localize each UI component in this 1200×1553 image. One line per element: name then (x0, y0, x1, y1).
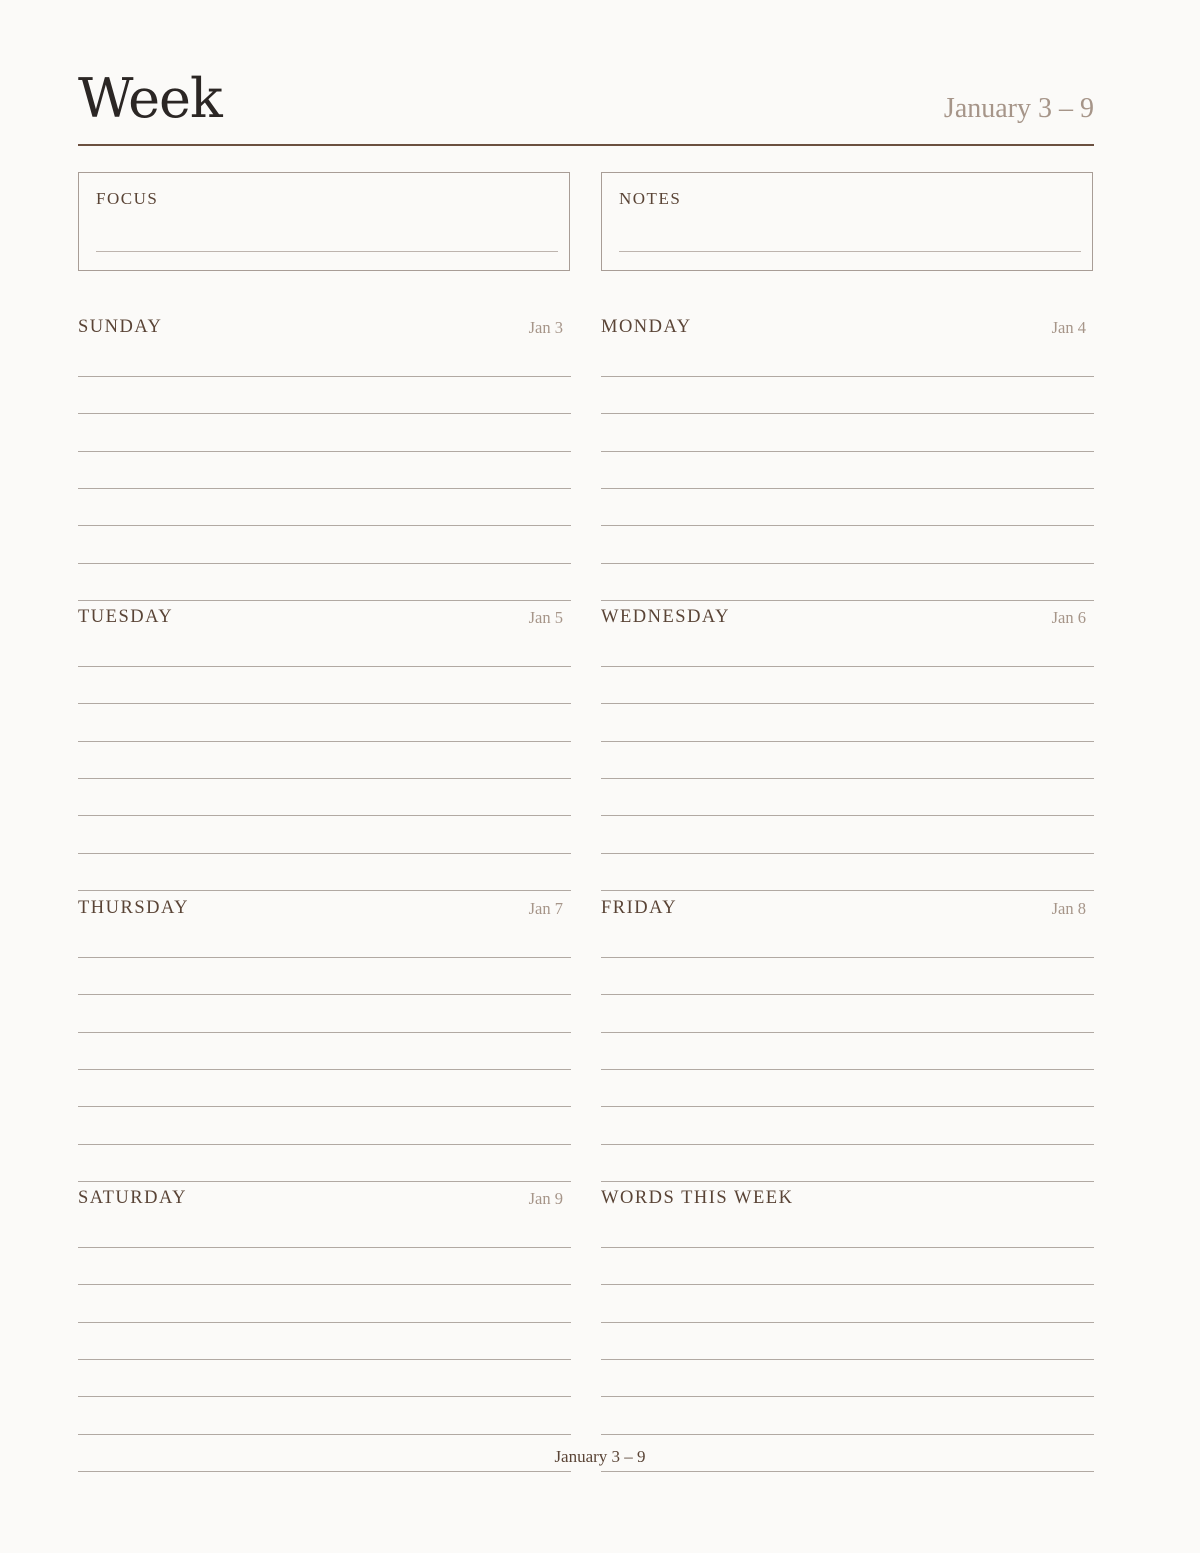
writing-line[interactable] (601, 957, 1094, 958)
day-name: THURSDAY (78, 898, 190, 918)
writing-line[interactable] (78, 1359, 571, 1360)
writing-line[interactable] (78, 451, 571, 452)
words-this-week-label: WORDS THIS WEEK (601, 1188, 794, 1208)
day-name: FRIDAY (601, 898, 678, 918)
writing-line[interactable] (78, 600, 571, 601)
writing-line[interactable] (78, 1247, 571, 1248)
writing-line[interactable] (601, 1396, 1094, 1397)
day-date: Jan 7 (528, 899, 563, 918)
writing-line[interactable] (601, 815, 1094, 816)
writing-line[interactable] (78, 413, 571, 414)
writing-line[interactable] (601, 1471, 1094, 1472)
notes-writing-line[interactable] (619, 251, 1081, 252)
writing-line[interactable] (601, 1069, 1094, 1070)
writing-line[interactable] (601, 1322, 1094, 1323)
writing-line[interactable] (601, 1032, 1094, 1033)
day-date: Jan 5 (528, 608, 563, 627)
writing-line[interactable] (601, 994, 1094, 995)
writing-line[interactable] (601, 413, 1094, 414)
page-title: Week (78, 67, 222, 130)
day-date: Jan 4 (1051, 318, 1086, 337)
day-name: TUESDAY (78, 607, 174, 627)
writing-line[interactable] (78, 890, 571, 891)
day-name: SATURDAY (78, 1188, 187, 1208)
writing-line[interactable] (601, 1144, 1094, 1145)
writing-line[interactable] (78, 1144, 571, 1145)
day-name: MONDAY (601, 317, 692, 337)
writing-line[interactable] (601, 1181, 1094, 1182)
writing-line[interactable] (78, 741, 571, 742)
writing-line[interactable] (78, 1471, 571, 1472)
writing-line[interactable] (78, 1396, 571, 1397)
writing-line[interactable] (78, 1106, 571, 1107)
writing-line[interactable] (601, 890, 1094, 891)
writing-line[interactable] (601, 853, 1094, 854)
writing-line[interactable] (601, 1359, 1094, 1360)
writing-line[interactable] (78, 525, 571, 526)
day-date: Jan 6 (1051, 608, 1086, 627)
day-name: SUNDAY (78, 317, 163, 337)
notes-label: NOTES (619, 189, 682, 208)
writing-line[interactable] (78, 1322, 571, 1323)
writing-line[interactable] (601, 666, 1094, 667)
writing-line[interactable] (78, 376, 571, 377)
writing-line[interactable] (601, 741, 1094, 742)
day-date: Jan 9 (528, 1189, 563, 1208)
writing-line[interactable] (601, 451, 1094, 452)
writing-line[interactable] (78, 1284, 571, 1285)
focus-writing-line[interactable] (96, 251, 558, 252)
focus-box[interactable] (78, 172, 570, 271)
writing-line[interactable] (78, 994, 571, 995)
writing-line[interactable] (78, 1434, 571, 1435)
focus-label: FOCUS (96, 189, 159, 208)
day-date: Jan 8 (1051, 899, 1086, 918)
writing-line[interactable] (78, 563, 571, 564)
header-divider (78, 144, 1094, 146)
writing-line[interactable] (78, 853, 571, 854)
footer-date-range: January 3 – 9 (554, 1447, 646, 1466)
writing-line[interactable] (601, 1434, 1094, 1435)
writing-line[interactable] (601, 703, 1094, 704)
day-name: WEDNESDAY (601, 607, 730, 627)
writing-line[interactable] (601, 376, 1094, 377)
writing-line[interactable] (601, 525, 1094, 526)
writing-line[interactable] (601, 778, 1094, 779)
writing-line[interactable] (78, 1181, 571, 1182)
writing-line[interactable] (601, 488, 1094, 489)
writing-line[interactable] (601, 600, 1094, 601)
week-date-range: January 3 – 9 (943, 93, 1094, 124)
writing-line[interactable] (78, 1069, 571, 1070)
writing-line[interactable] (78, 1032, 571, 1033)
day-date: Jan 3 (528, 318, 563, 337)
writing-line[interactable] (78, 778, 571, 779)
writing-line[interactable] (78, 488, 571, 489)
writing-line[interactable] (78, 703, 571, 704)
writing-line[interactable] (78, 957, 571, 958)
writing-line[interactable] (601, 1284, 1094, 1285)
writing-line[interactable] (78, 666, 571, 667)
writing-line[interactable] (601, 1247, 1094, 1248)
writing-line[interactable] (601, 563, 1094, 564)
writing-line[interactable] (78, 815, 571, 816)
writing-line[interactable] (601, 1106, 1094, 1107)
notes-box[interactable] (601, 172, 1093, 271)
